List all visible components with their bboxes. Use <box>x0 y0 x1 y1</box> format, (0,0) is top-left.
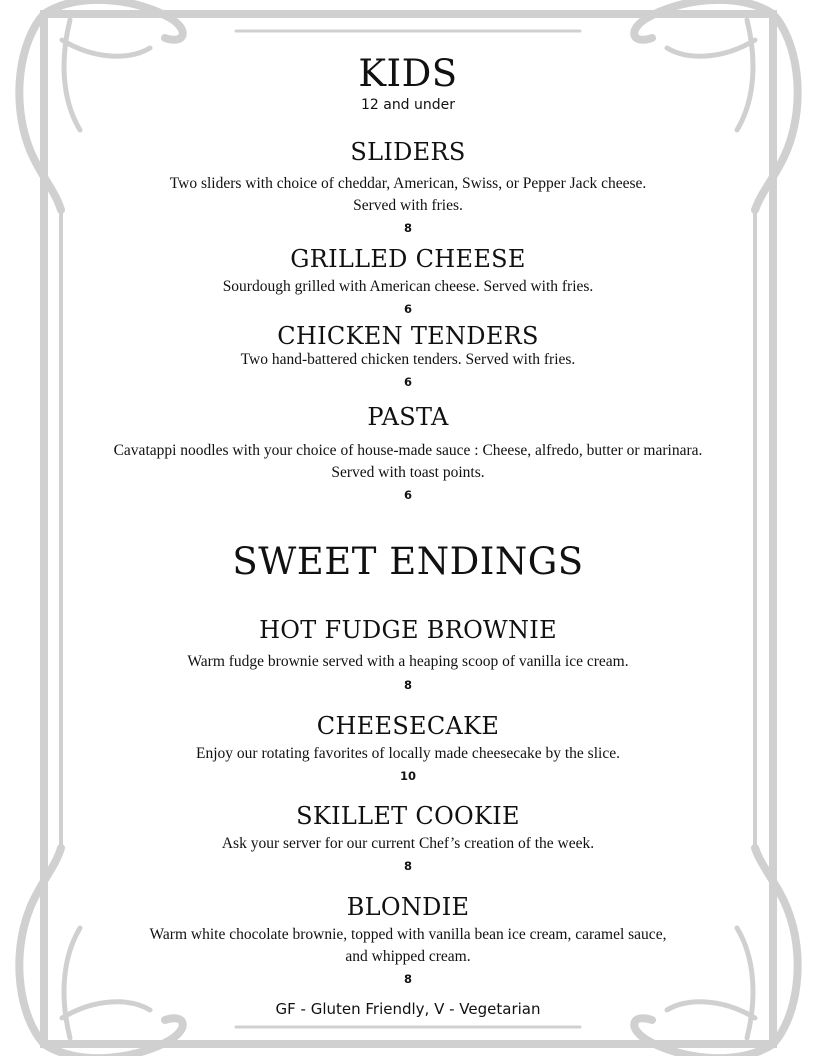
menu-item-name: BLONDIE <box>346 893 470 921</box>
menu-item-price: 6 <box>403 488 412 502</box>
menu-item-price: 10 <box>399 769 416 783</box>
dietary-legend: GF - Gluten Friendly, V - Vegetarian <box>275 1000 541 1018</box>
menu-item-name: GRILLED CHEESE <box>290 245 526 273</box>
menu-item-price: 6 <box>403 302 412 316</box>
menu-item-description: Served with fries. <box>353 197 463 214</box>
section-title-kids: KIDS <box>358 52 458 95</box>
section-subtitle-kids: 12 and under <box>360 97 456 113</box>
menu-item-description: and whipped cream. <box>345 948 471 965</box>
menu-item-name: SKILLET COOKIE <box>296 802 520 830</box>
menu-item-description: Sourdough grilled with American cheese. Served with fries. <box>222 278 594 295</box>
menu-item-name: CHICKEN TENDERS <box>277 322 539 350</box>
menu-item-name: HOT FUDGE BROWNIE <box>259 616 557 644</box>
menu-item-price: 8 <box>403 972 412 986</box>
menu-item-description: Cavatappi noodles with your choice of house-made sauce : Cheese, alfredo, butter or marinara. <box>113 442 703 459</box>
menu-item-description: Served with toast points. <box>331 464 485 481</box>
menu-item-name: CHEESECAKE <box>316 712 500 740</box>
menu-item-name: PASTA <box>367 403 449 431</box>
menu-item-price: 8 <box>403 678 412 692</box>
menu-item-price: 8 <box>403 221 412 235</box>
menu-item-description: Enjoy our rotating favorites of locally made cheesecake by the slice. <box>196 745 620 762</box>
menu-item-description: Warm white chocolate brownie, topped with vanilla bean ice cream, caramel sauce, <box>149 926 667 943</box>
menu-item-price: 8 <box>403 859 412 873</box>
menu-item-description: Two hand-battered chicken tenders. Served with fries. <box>240 351 576 368</box>
menu-item-description: Two sliders with choice of cheddar, American, Swiss, or Pepper Jack cheese. <box>169 175 647 192</box>
section-title-sweet-endings: SWEET ENDINGS <box>232 540 584 583</box>
menu-item-name: SLIDERS <box>350 138 466 166</box>
menu-item-description: Ask your server for our current Chef’s creation of the week. <box>221 835 595 852</box>
menu-item-description: Warm fudge brownie served with a heaping scoop of vanilla ice cream. <box>187 653 629 670</box>
menu-item-price: 6 <box>403 375 412 389</box>
